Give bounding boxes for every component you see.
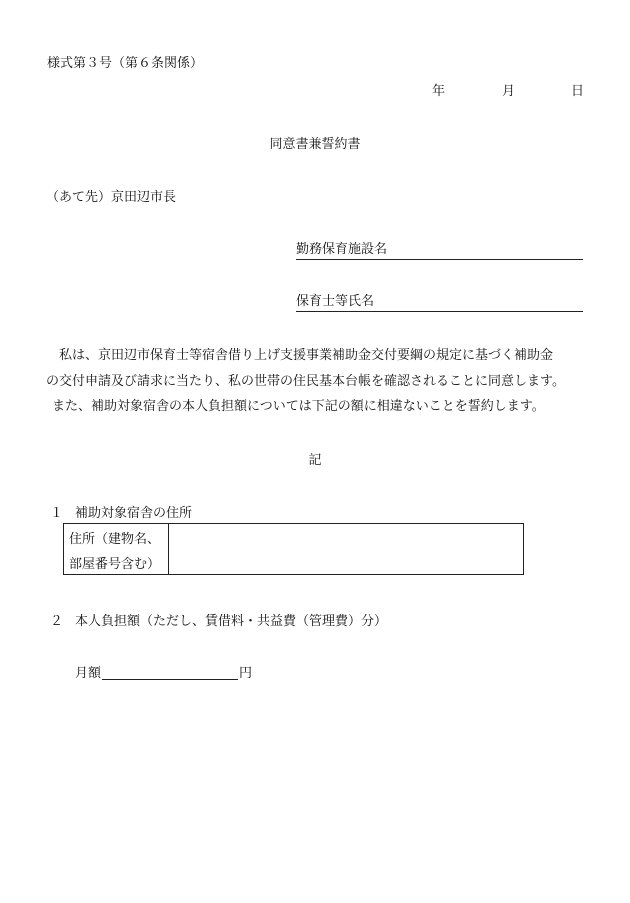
ki-marker: 記 <box>308 453 322 468</box>
section-1-heading <box>50 502 192 521</box>
address-value-cell[interactable] <box>169 524 523 574</box>
section-1-number: １ <box>50 506 64 521</box>
section-2-number: ２ <box>50 614 64 629</box>
facility-name-label: 勤務保育施設名 <box>296 242 388 257</box>
form-number: 様式第３号（第６条関係） <box>47 56 204 71</box>
monthly-amount-unit: 円 <box>239 666 253 681</box>
monthly-amount-label: 月額 <box>75 666 102 681</box>
date-year-label: 年 <box>432 84 446 99</box>
address-table <box>63 523 524 575</box>
monthly-amount-field[interactable] <box>102 665 238 680</box>
document-title: 同意書兼誓約書 <box>269 137 361 152</box>
consent-line-2: の交付申請及び請求に当たり、私の世帯の住民基本台帳を確認されることに同意します。 <box>46 373 565 389</box>
consent-line-3: また、補助対象宿舎の本人負担額については下記の額に相違ないことを誓約します。 <box>52 399 545 414</box>
staff-name-label: 保育士等氏名 <box>296 294 375 309</box>
facility-name-field[interactable] <box>296 238 583 260</box>
monthly-amount-row <box>75 662 252 681</box>
address-label-cell <box>64 524 169 574</box>
addressee: （あて先）京田辺市長 <box>46 190 177 205</box>
date-day-label: 日 <box>571 84 585 99</box>
address-label-line-2: 部屋番号含む） <box>69 557 161 572</box>
section-2-title: 本人負担額（ただし、賃借料・共益費（管理費）分） <box>75 614 388 629</box>
date-month-label: 月 <box>502 84 516 99</box>
address-label-line-1: 住所（建物名、 <box>69 532 161 547</box>
consent-line-1: 私は、京田辺市保育士等宿舎借り上げ支援事業補助金交付要綱の規定に基づく補助金 <box>59 348 554 363</box>
staff-name-field[interactable] <box>296 290 583 312</box>
section-2-heading <box>50 610 387 629</box>
section-1-title: 補助対象宿舎の住所 <box>75 506 193 521</box>
consent-statement <box>46 343 591 420</box>
